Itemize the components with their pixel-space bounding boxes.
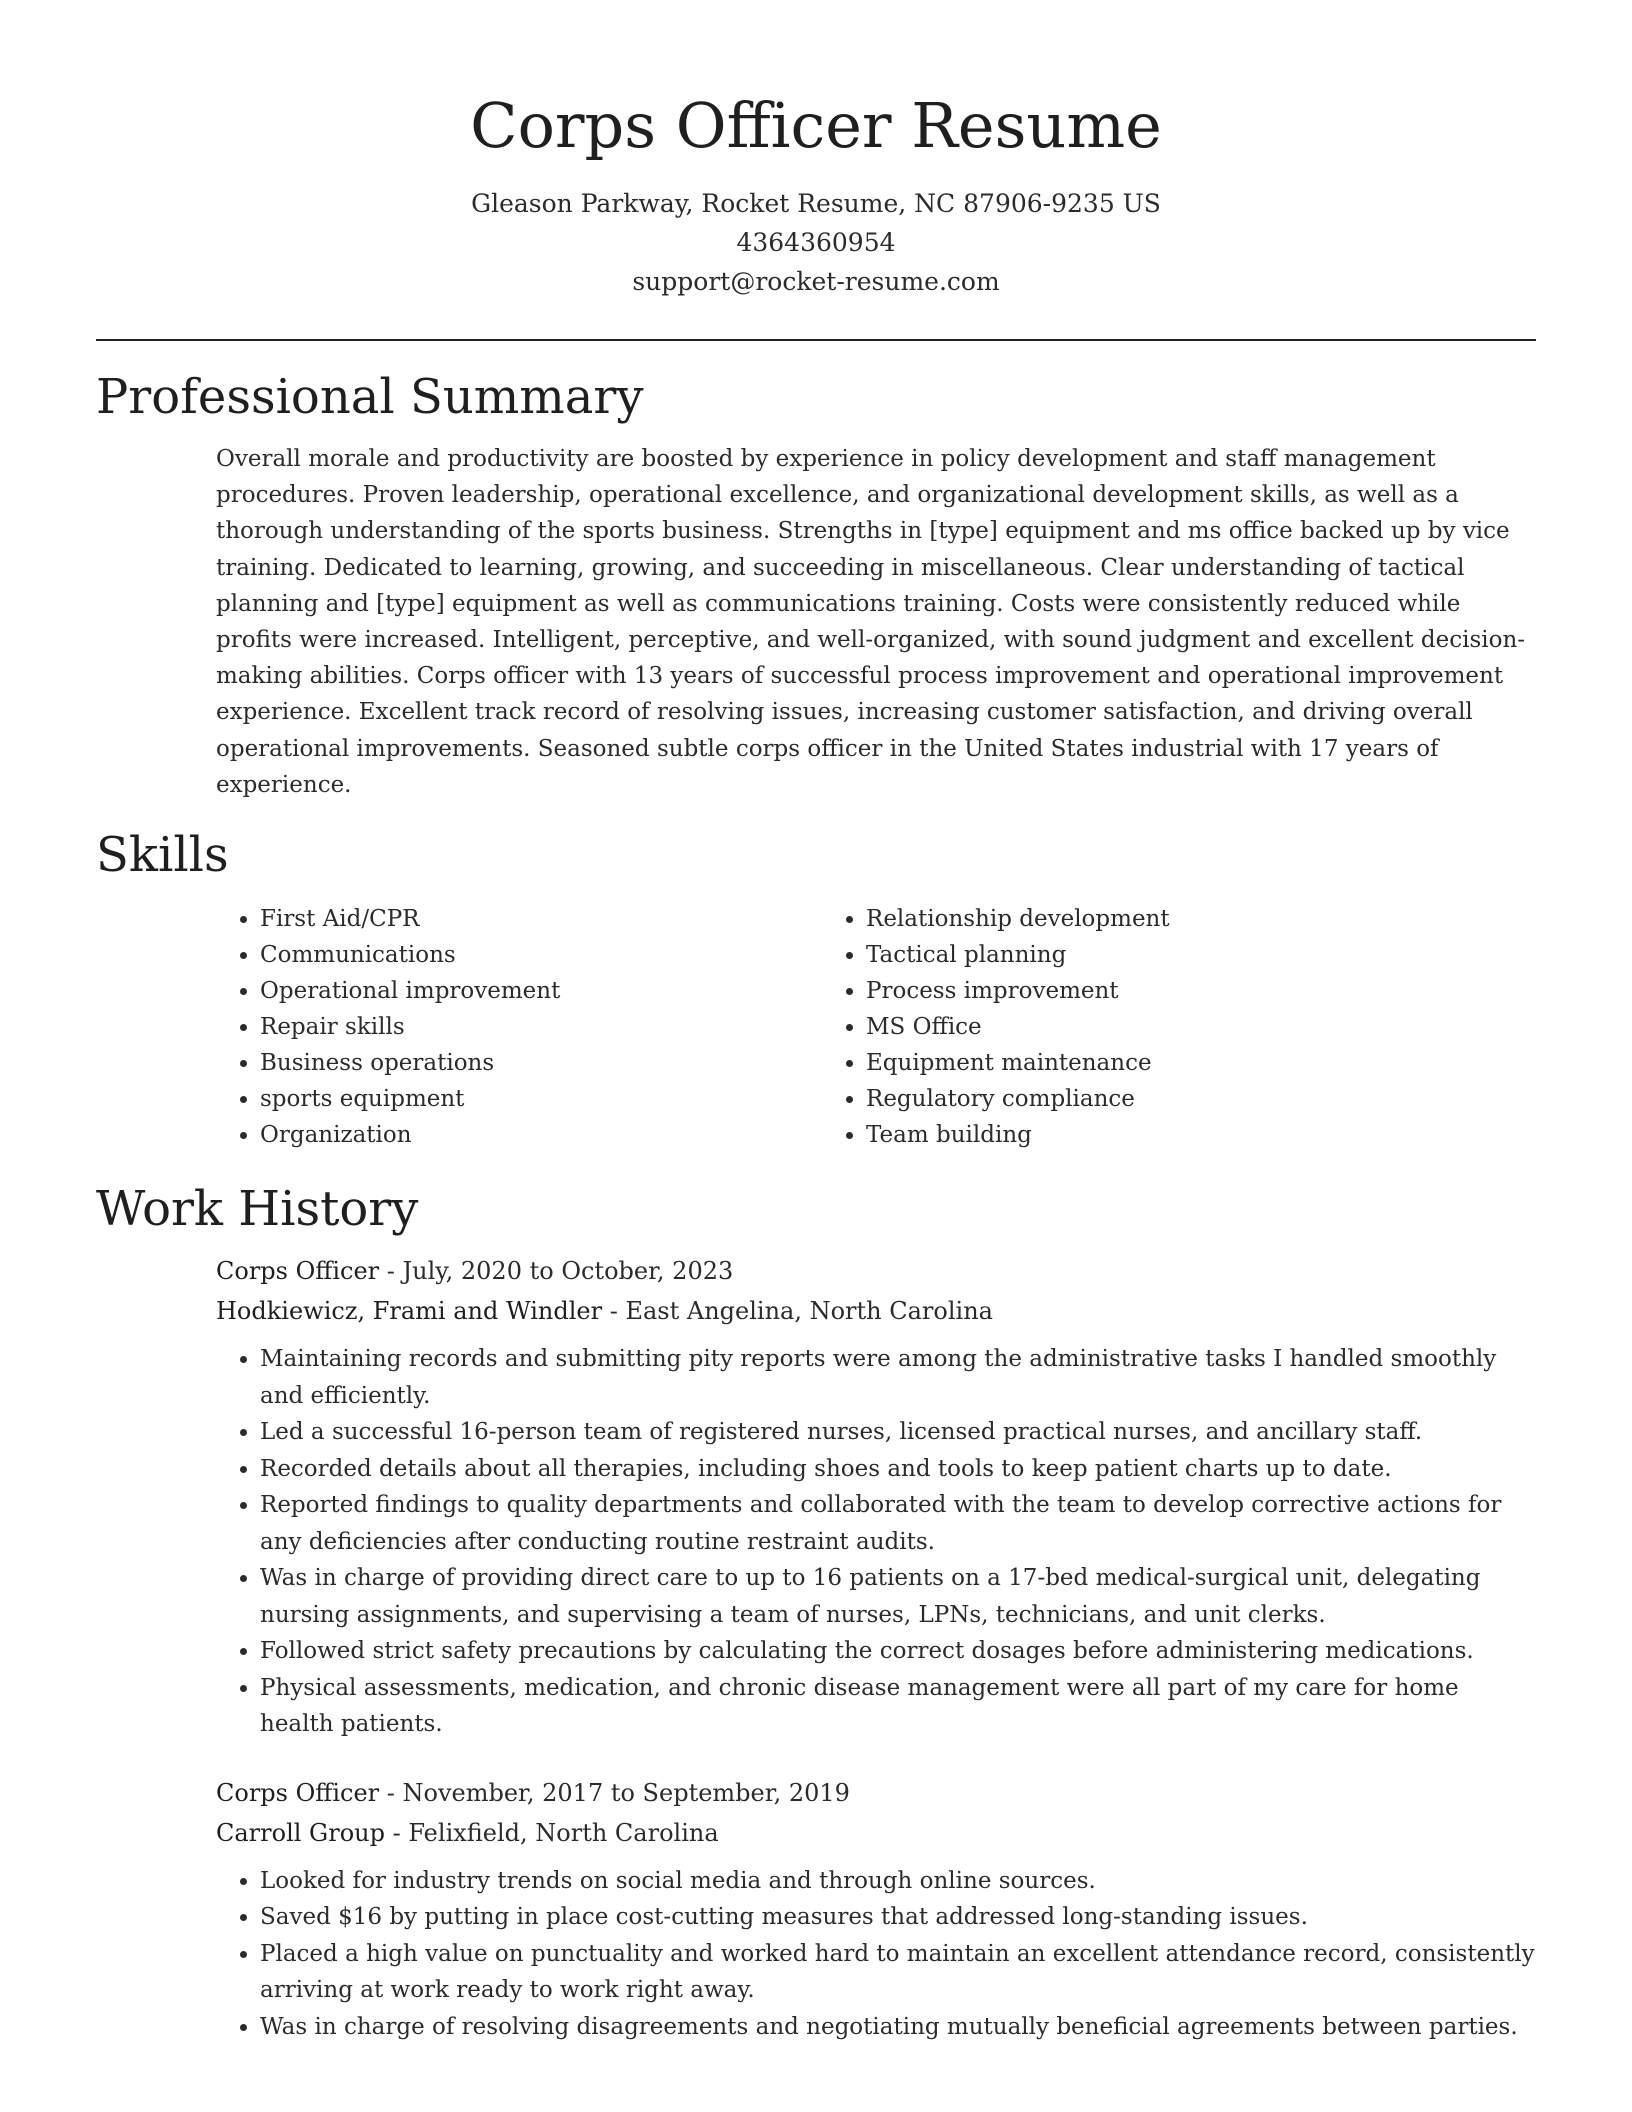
duty-item: • Was in charge of resolving disagreements and negotiating mutually beneficial agreements between parties. bbox=[260, 2009, 1536, 2046]
resume-header bbox=[96, 0, 1536, 301]
contact-email: support@rocket-resume.com bbox=[632, 267, 1000, 296]
skill-item: • Relationship development bbox=[866, 901, 1428, 937]
skill-item: • Organization bbox=[260, 1117, 822, 1153]
skill-item: • Regulatory compliance bbox=[866, 1081, 1428, 1117]
duty-item: • Looked for industry trends on social media and through online sources. bbox=[260, 1863, 1536, 1900]
duty-item: • Saved $16 by putting in place cost-cutting measures that addressed long-standing issues. bbox=[260, 1899, 1536, 1936]
skill-item: • Tactical planning bbox=[866, 937, 1428, 973]
duty-item: • Was in charge of providing direct care to up to 16 patients on a 17-bed medical-surgical unit, delegating nursing assignments, and supervising a team of nurses, LPNs, technicians, and unit clerks. bbox=[260, 1560, 1536, 1633]
skill-item: • Repair skills bbox=[260, 1009, 822, 1045]
job-entry bbox=[216, 1251, 1536, 1743]
skill-item: • First Aid/CPR bbox=[260, 901, 822, 937]
skills-column-right bbox=[822, 901, 1428, 1153]
job-dates: November, 2017 to September, 2019 bbox=[402, 1778, 850, 1807]
duty-item: • Placed a high value on punctuality and worked hard to maintain an excellent attendance record, consistently arriving at work ready to work right away. bbox=[260, 1936, 1536, 2009]
job-company: Hodkiewicz, Frami and Windler bbox=[216, 1297, 603, 1326]
job-location: Felixfield, North Carolina bbox=[408, 1818, 719, 1847]
contact-address: Gleason Parkway, Rocket Resume, NC 87906-9235 US bbox=[471, 189, 1161, 218]
work-history-section bbox=[96, 1179, 1536, 2045]
job-title-line bbox=[216, 1251, 1536, 1291]
skill-item: • Equipment maintenance bbox=[866, 1045, 1428, 1081]
job-company: Carroll Group bbox=[216, 1818, 385, 1847]
job-company-line bbox=[216, 1291, 1536, 1331]
header-divider bbox=[96, 339, 1536, 341]
skills-heading: Skills bbox=[96, 827, 229, 884]
contact-block bbox=[96, 184, 1536, 301]
skill-item: • Business operations bbox=[260, 1045, 822, 1081]
job-title: Corps Officer bbox=[216, 1257, 380, 1286]
job-separator: - bbox=[379, 1257, 403, 1286]
job-separator: - bbox=[602, 1297, 626, 1326]
duty-item: • Followed strict safety precautions by calculating the correct dosages before administering medications. bbox=[260, 1633, 1536, 1670]
skills-grid bbox=[216, 901, 1536, 1153]
job-title: Corps Officer bbox=[216, 1778, 380, 1807]
job-entry bbox=[216, 1773, 1536, 2046]
skill-item: • MS Office bbox=[866, 1009, 1428, 1045]
skill-item: • sports equipment bbox=[260, 1081, 822, 1117]
job-company-line bbox=[216, 1813, 1536, 1853]
contact-phone: 4364360954 bbox=[736, 228, 896, 257]
summary-text: Overall morale and productivity are boosted by experience in policy development and staff management procedures. Proven leadership, operational excellence, and organizational development skills, as well as a thorough understanding of the sports business. Strengths in [type] equipment and ms office backed up by vice training. Dedicated to learning, growing, and succeeding in miscellaneous. Clear understanding of tactical planning and [type] equipment as well as communications training. Costs were consistently reduced while profits were increased. Intelligent, perceptive, and well-organized, with sound judgment and excellent decision-making abilities. Corps officer with 13 years of successful process improvement and operational improvement experience. Excellent track record of resolving issues, increasing customer satisfaction, and driving overall operational improvements. Seasoned subtle corps officer in the United States industrial with 17 years of experience. bbox=[216, 446, 1526, 798]
skill-item: • Operational improvement bbox=[260, 973, 822, 1009]
job-separator: - bbox=[384, 1818, 409, 1847]
duty-item: • Led a successful 16-person team of registered nurses, licensed practical nurses, and ancillary staff. bbox=[260, 1414, 1536, 1451]
job-location: East Angelina, North Carolina bbox=[625, 1297, 993, 1326]
job-separator: - bbox=[379, 1778, 403, 1807]
duty-item: • Physical assessments, medication, and chronic disease management were all part of my care for home health patients. bbox=[260, 1670, 1536, 1743]
work-history-heading: Work History bbox=[96, 1181, 419, 1238]
summary-section bbox=[96, 367, 1536, 803]
duty-item: • Recorded details about all therapies, including shoes and tools to keep patient charts up to date. bbox=[260, 1451, 1536, 1488]
duty-item: • Maintaining records and submitting pity reports were among the administrative tasks I handled smoothly and efficiently. bbox=[260, 1341, 1536, 1414]
skills-section bbox=[96, 825, 1536, 1153]
skill-item: • Process improvement bbox=[866, 973, 1428, 1009]
skill-item: • Communications bbox=[260, 937, 822, 973]
job-dates: July, 2020 to October, 2023 bbox=[402, 1257, 734, 1286]
job-duties-list bbox=[216, 1863, 1536, 2046]
resume-title: Corps Officer Resume bbox=[470, 89, 1162, 162]
duty-item: • Reported findings to quality departments and collaborated with the team to develop corrective actions for any deficiencies after conducting routine restraint audits. bbox=[260, 1487, 1536, 1560]
skills-column-left bbox=[216, 901, 822, 1153]
job-duties-list bbox=[216, 1341, 1536, 1743]
skill-item: • Team building bbox=[866, 1117, 1428, 1153]
summary-heading: Professional Summary bbox=[96, 369, 644, 425]
job-title-line bbox=[216, 1773, 1536, 1813]
